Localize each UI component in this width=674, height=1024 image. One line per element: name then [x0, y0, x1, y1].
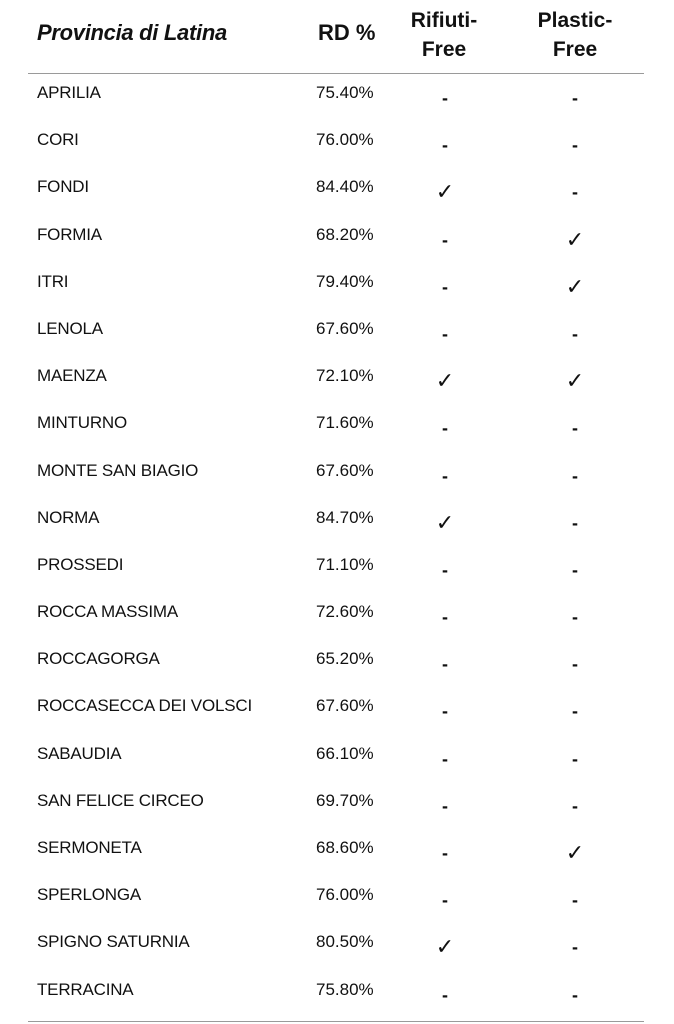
rd-percentage: 76.00%: [316, 130, 374, 150]
table-row: [28, 546, 644, 593]
municipality-name: CORI: [37, 130, 79, 150]
plastic-free-checkmark-icon: ✓: [565, 274, 585, 300]
municipality-name: SPERLONGA: [37, 885, 142, 905]
municipality-name: LENOLA: [37, 318, 103, 338]
rifiuti-free-dash: -: [442, 465, 448, 486]
rifiuti-free-dash: -: [442, 559, 448, 580]
table-row: [28, 829, 644, 876]
table-row: [28, 593, 644, 640]
rd-percentage: 71.60%: [316, 413, 374, 433]
table-row: [28, 310, 644, 357]
table-row: [28, 923, 644, 970]
rd-percentage: 66.10%: [316, 743, 374, 763]
plastic-free-checkmark-icon: ✓: [565, 841, 585, 866]
plastic-free-dash: -: [572, 323, 578, 344]
table-bottom-rule: [28, 1021, 644, 1022]
table-row: [28, 735, 644, 782]
table-row: [28, 263, 644, 310]
municipality-name: MAENZA: [37, 366, 107, 386]
rd-percentage: 67.60%: [316, 460, 374, 480]
plastic-free-dash: -: [572, 795, 578, 816]
plastic-free-dash: -: [572, 512, 578, 533]
rifiuti-free-checkmark-icon: ✓: [435, 935, 455, 961]
municipality-name: ROCCASECCA DEI VOLSCI: [37, 696, 252, 716]
table-row: [28, 404, 644, 451]
table-row: [28, 782, 644, 829]
plastic-free-dash: -: [572, 654, 578, 675]
rifiuti-free-dash: -: [442, 229, 448, 250]
plastic-free-dash: -: [572, 890, 578, 911]
rd-column-header: RD %: [318, 20, 376, 45]
plastic-free-dash: -: [572, 984, 578, 1005]
plastic-free-dash: -: [572, 418, 578, 439]
plastic-free-dash: -: [572, 937, 578, 958]
municipality-name: SPIGNO SATURNIA: [37, 932, 190, 952]
table-header: [28, 0, 644, 74]
municipality-name: MONTE SAN BIAGIO: [37, 460, 199, 480]
table-row: [28, 640, 644, 687]
table-row: [28, 357, 644, 404]
table-row: [28, 168, 644, 215]
municipality-name: PROSSEDI: [37, 554, 124, 574]
rifiuti-free-dash: -: [442, 88, 448, 108]
municipality-name: FONDI: [37, 177, 89, 197]
municipality-name: APRILIA: [37, 83, 101, 102]
rifiuti-free-dash: -: [442, 748, 448, 769]
plastic-header-line1: Plastic-: [537, 9, 613, 32]
rifiuti-free-dash: -: [442, 654, 448, 675]
municipality-name: ROCCAGORGA: [37, 649, 160, 669]
municipality-name: SAN FELICE CIRCEO: [37, 790, 204, 810]
table-row: [28, 971, 644, 1018]
table-row: [28, 687, 644, 734]
plastic-free-dash: -: [572, 701, 578, 722]
rd-percentage: 76.00%: [316, 885, 374, 905]
plastic-free-dash: -: [572, 182, 578, 203]
rd-percentage: 72.10%: [316, 366, 374, 386]
rd-percentage: 65.20%: [316, 649, 374, 669]
rd-percentage: 68.60%: [316, 838, 374, 857]
rd-percentage: 84.70%: [316, 507, 374, 527]
municipality-name: FORMIA: [37, 224, 102, 244]
table-row: [28, 499, 644, 546]
plastic-free-checkmark-icon: ✓: [565, 369, 585, 395]
rifiuti-free-dash: -: [442, 701, 448, 722]
municipalities-table: [28, 0, 644, 1022]
plastic-free-dash: -: [572, 607, 578, 628]
rd-percentage: 68.20%: [316, 224, 374, 244]
municipality-name: SABAUDIA: [37, 743, 122, 763]
rifiuti-free-dash: -: [442, 135, 448, 156]
table-row: [28, 74, 644, 121]
municipality-name: ROCCA MASSIMA: [37, 602, 178, 622]
rifiuti-free-checkmark-icon: ✓: [435, 510, 455, 536]
plastic-free-dash: -: [572, 748, 578, 769]
rifiuti-header-line1: Rifiuti-: [410, 9, 478, 32]
rd-percentage: 80.50%: [316, 932, 374, 952]
rd-percentage: 79.40%: [316, 271, 374, 291]
rifiuti-free-dash: -: [442, 276, 448, 297]
table-row: [28, 452, 644, 499]
municipality-name: NORMA: [37, 507, 100, 527]
rifiuti-free-dash: -: [442, 607, 448, 628]
plastic-free-checkmark-icon: ✓: [565, 227, 585, 253]
province-column-header: Provincia di Latina: [37, 20, 227, 45]
rifiuti-free-checkmark-icon: ✓: [435, 369, 455, 395]
rd-percentage: 72.60%: [316, 602, 374, 622]
rifiuti-free-dash: -: [442, 843, 448, 863]
rd-percentage: 75.80%: [316, 979, 374, 999]
rd-percentage: 75.40%: [316, 83, 374, 102]
rifiuti-free-dash: -: [442, 418, 448, 439]
municipality-name: ITRI: [37, 271, 69, 291]
rd-percentage: 71.10%: [316, 554, 374, 574]
rifiuti-free-dash: -: [442, 890, 448, 911]
plastic-free-dash: -: [572, 135, 578, 156]
rd-percentage: 84.40%: [316, 177, 374, 197]
municipality-name: SERMONETA: [37, 838, 142, 857]
plastic-header-line2: Free: [552, 38, 598, 61]
table-row: [28, 216, 644, 263]
table-row: [28, 876, 644, 923]
rifiuti-free-checkmark-icon: ✓: [435, 180, 455, 206]
rd-percentage: 69.70%: [316, 790, 374, 810]
plastic-free-dash: -: [572, 559, 578, 580]
municipality-name: TERRACINA: [37, 979, 134, 999]
rifiuti-free-dash: -: [442, 984, 448, 1005]
rifiuti-free-dash: -: [442, 795, 448, 816]
municipality-name: MINTURNO: [37, 413, 127, 433]
rifiuti-free-dash: -: [442, 323, 448, 344]
table-body: [28, 74, 644, 1018]
table-row: [28, 121, 644, 168]
plastic-free-dash: -: [572, 465, 578, 486]
plastic-free-dash: -: [572, 88, 578, 108]
rifiuti-free-column-header: [389, 6, 499, 64]
rd-percentage: 67.60%: [316, 696, 374, 716]
rifiuti-header-line2: Free: [421, 38, 467, 61]
rd-percentage: 67.60%: [316, 318, 374, 338]
plastic-free-column-header: [520, 6, 630, 64]
